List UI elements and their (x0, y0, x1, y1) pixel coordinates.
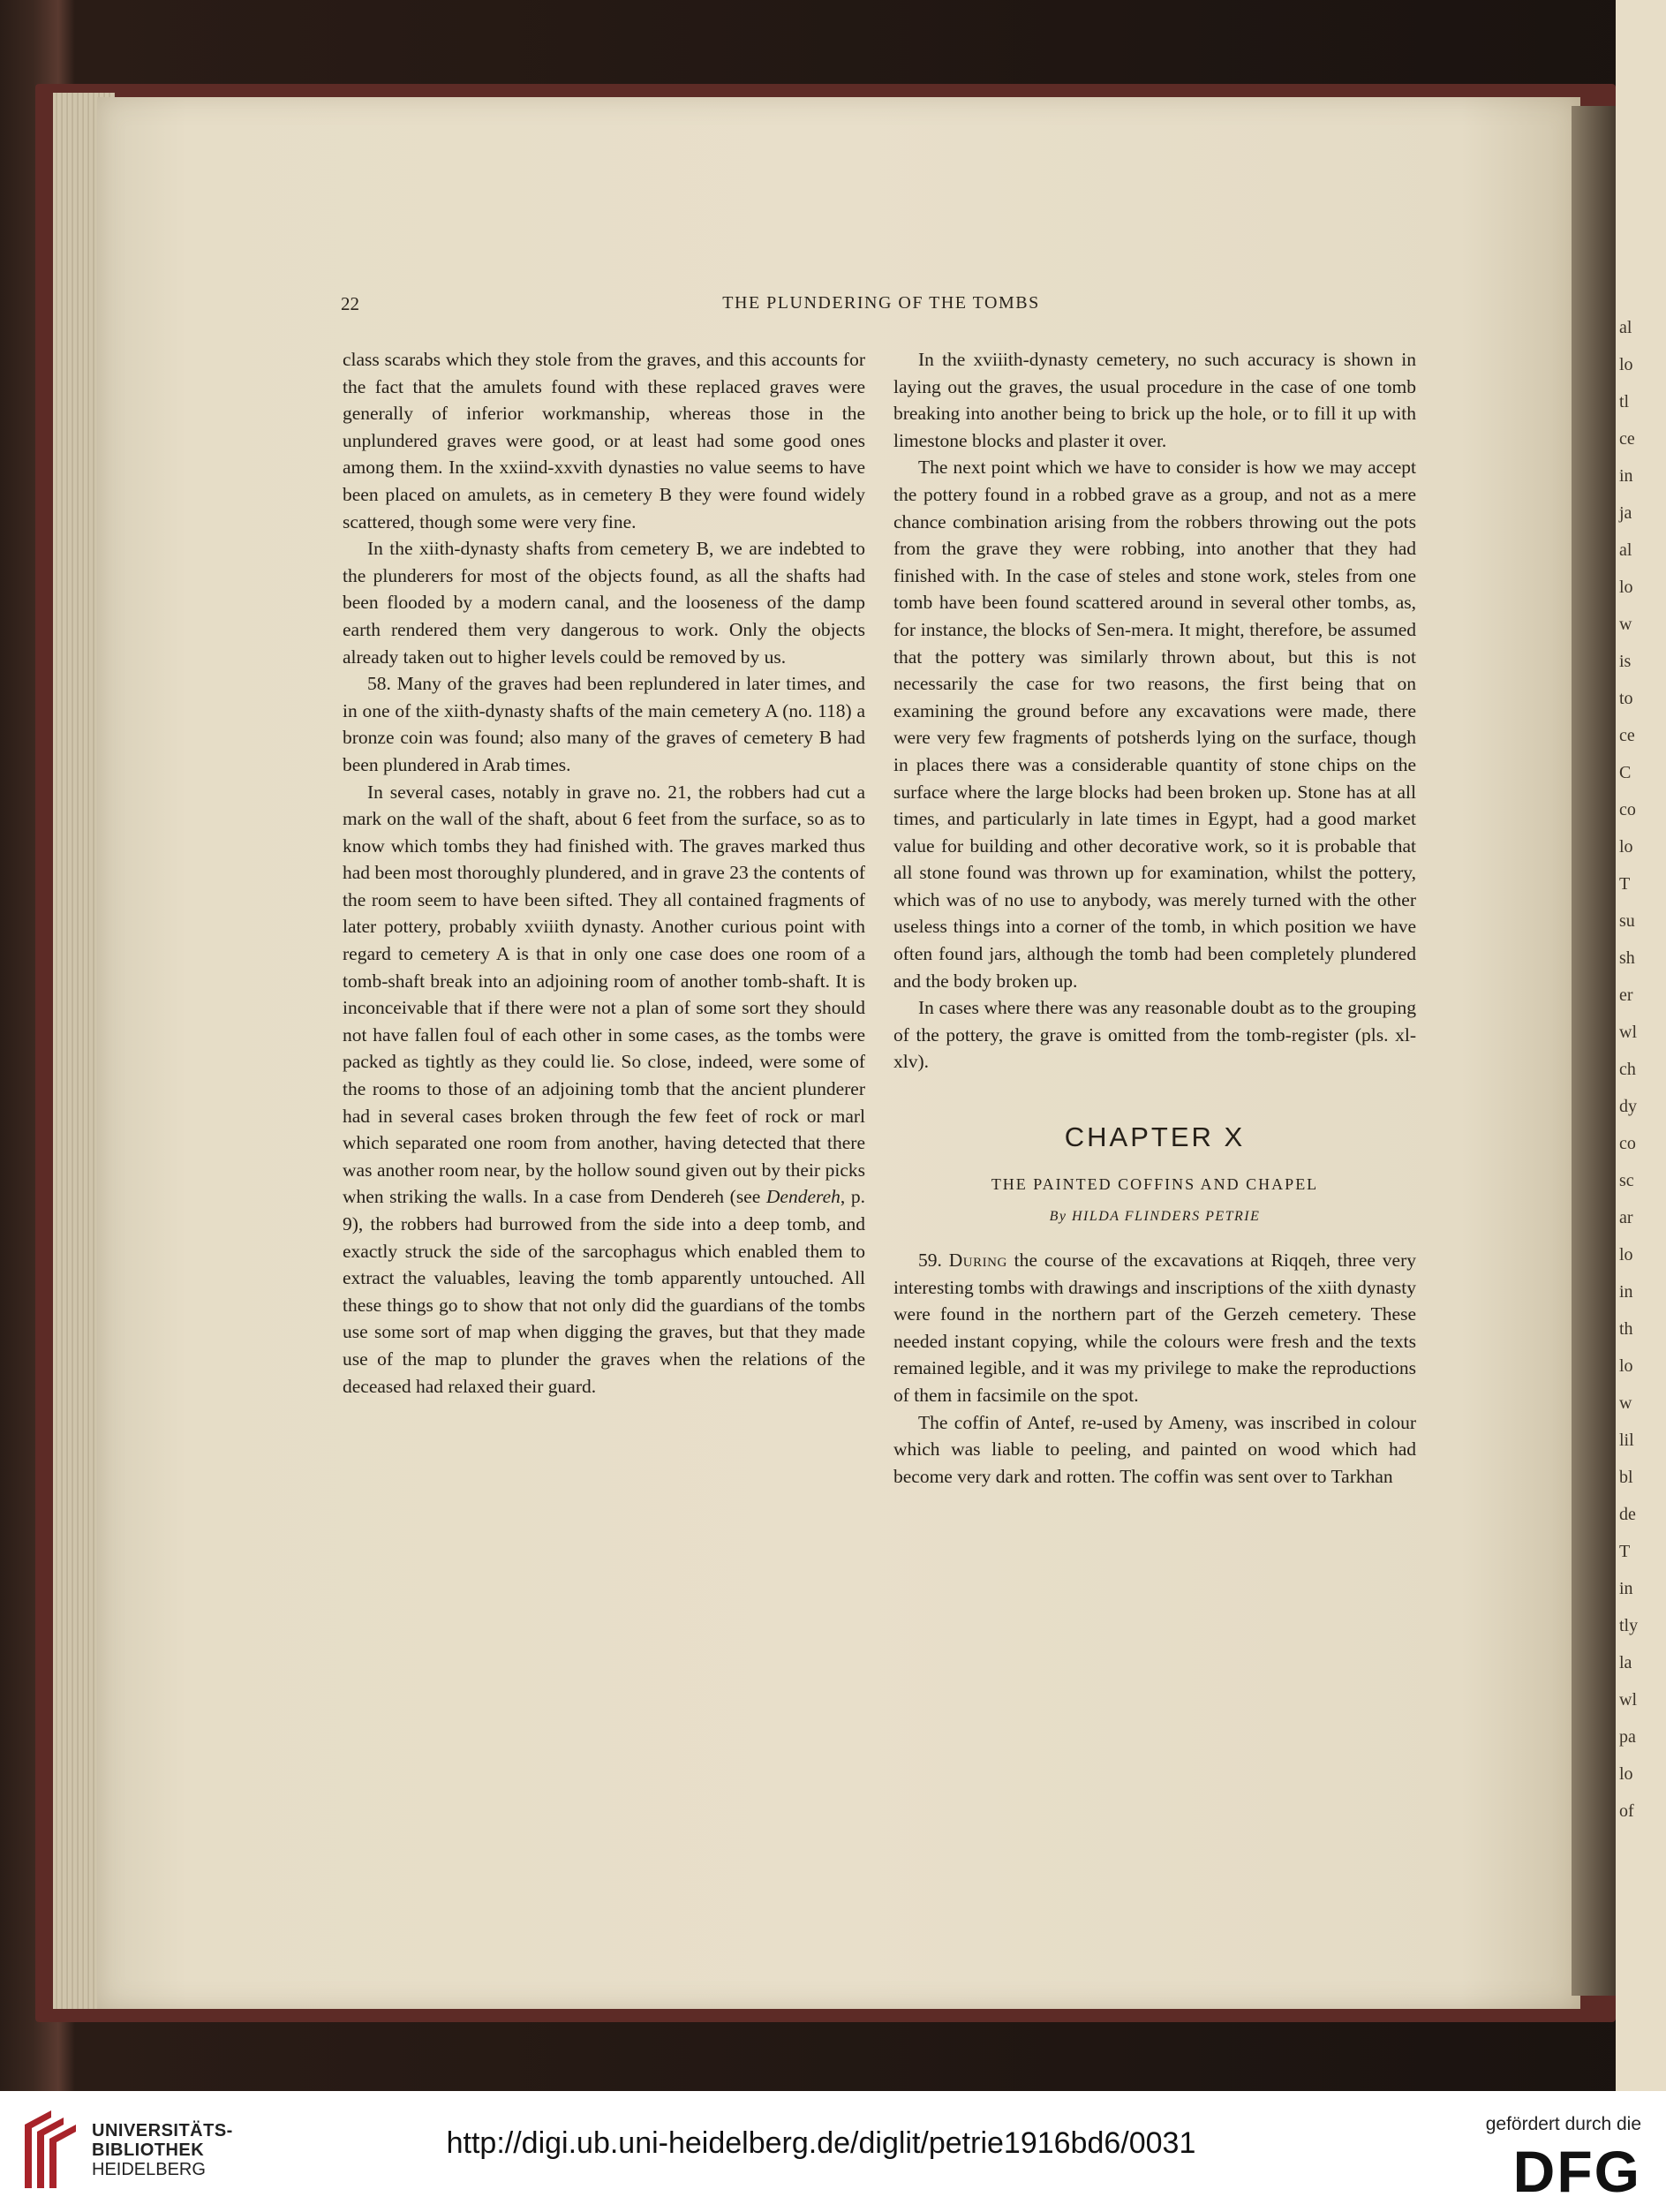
next-page-fragment: in (1619, 1282, 1633, 1302)
paragraph: In the xiith-dynasty shafts from cemetery B, we are indebted to the plunderers for most of the objects found, as all the shafts had been flooded by a modern canal, and the looseness of the damp earth rendered them very dangerous to work. Only the objects already taken out to higher levels could be removed by us. (343, 538, 865, 668)
next-page-fragment: co (1619, 1134, 1636, 1153)
paragraph: 58. Many of the graves had been replundered in later times, and in one of the xiith-dynasty shafts of the main cemetery A (no. 118) a bronze coin was found; also many of the graves of cemetery B had been plundered in Arab times. (343, 673, 865, 775)
running-header (341, 293, 1421, 325)
section-number: 59. (918, 1249, 949, 1272)
running-title: THE PLUNDERING OF THE TOMBS (722, 293, 1040, 313)
next-page-fragment: ja (1619, 503, 1632, 523)
next-page-fragment: th (1619, 1319, 1633, 1339)
sponsor-label: gefördert durch die (1485, 2114, 1641, 2134)
left-column (343, 346, 865, 1400)
page-number: 22 (341, 293, 359, 314)
next-page-fragment: su (1619, 911, 1635, 931)
institution-name (92, 2121, 233, 2179)
paragraph (343, 779, 865, 1400)
next-page-fragment: in (1619, 1579, 1633, 1598)
next-page-fragment: w (1619, 615, 1632, 634)
next-page-fragment: la (1619, 1653, 1632, 1672)
next-page-fragment: tly (1619, 1616, 1639, 1635)
next-page-fragment: lo (1619, 1356, 1633, 1376)
next-page-fragment: tl (1619, 392, 1630, 411)
next-page-fragment: lo (1619, 1245, 1633, 1265)
next-page-fragment: w (1619, 1393, 1632, 1413)
next-page-fragment: lo (1619, 837, 1633, 857)
next-page-fragment: wl (1619, 1023, 1637, 1042)
institution-line: BIBLIOTHEK (92, 2140, 205, 2160)
next-page-fragment: T (1619, 874, 1631, 894)
next-page-fragment: pa (1619, 1727, 1636, 1747)
institution-line: HEIDELBERG (92, 2160, 206, 2179)
italic-reference: Dendereh (765, 1186, 841, 1208)
next-page-fragment: in (1619, 466, 1633, 486)
next-page-fragment: C (1619, 763, 1632, 782)
paragraph: class scarabs which they stole from the graves, and this accounts for the fact that the amulets found with these replaced graves were generally of inferior workmanship, whereas those in the unplundered graves were good, or at least had some good ones among them. In the xxiind-xxvith dynasties no value seems to have been placed on amulets, as in cemetery B they were found widely scattered, though some were very fine. (343, 349, 865, 532)
dfg-logo: DFG (1512, 2139, 1641, 2204)
next-page-fragment: sc (1619, 1171, 1634, 1190)
right-column (893, 346, 1416, 1490)
next-page-fragment: lo (1619, 1764, 1633, 1784)
viewer-footer (0, 2091, 1666, 2212)
ub-heidelberg-logo (16, 2107, 81, 2192)
paragraph (893, 1247, 1416, 1409)
next-page-fragment: to (1619, 689, 1633, 708)
next-page-fragment: ce (1619, 726, 1635, 745)
next-page-fragment: ch (1619, 1060, 1636, 1079)
next-page-fragment: bl (1619, 1468, 1633, 1487)
next-page-fragment: al (1619, 318, 1632, 337)
next-page-fragment: lil (1619, 1431, 1634, 1450)
next-page-fragment: er (1619, 985, 1633, 1005)
institution-line: UNIVERSITÄTS- (92, 2121, 233, 2140)
next-page-fragment: of (1619, 1801, 1634, 1821)
next-page-fragment: T (1619, 1542, 1631, 1561)
chapter-byline: By HILDA FLINDERS PETRIE (1049, 1209, 1261, 1225)
paragraph-text: , p. 9), the robbers had burrowed from the side into a deep tomb, and exactly struck the side of the sarcophagus which enabled them to extract the valuables, leaving the tomb apparently untouched. All these things go to show that not only did the guardians of the tombs use some sort of map when digging the graves, but that they made use of the map to plunder the graves when the relations of the deceased had relaxed their guard. (343, 1186, 866, 1397)
next-page-fragment: is (1619, 652, 1632, 671)
next-page-fragment: dy (1619, 1097, 1637, 1116)
paragraph: The next point which we have to consider is how we may accept the pottery found in a robbed grave as a group, and not as a mere chance combination arising from the robbers throwing out the pots from the grave they were robbing, into another that they had finished with. In the case of steles and stone work, steles from one tomb have been found scattered around in several other tombs, as, for instance, the blocks of Sen-mera. It might, therefore, be assumed that the pottery was similarly thrown about, but this is not necessarily the case for two reasons, the first being that on examining the ground before any excavations were made, there were very few fragments of potsherds lying on the surface, though in places there was a considerable quantity of stone chips on the surface where the large blocks had been broken up. Stone has at all times, and particularly in late times in Egypt, had a good market value for building and other decorative work, so it is probable that all stone found was thrown up for examination, whilst the pottery, which was of no use to anybody, was merely turned with the other useless things into a corner of the tomb, in which position we have often found jars, although the tomb had been completely plundered and the body broken up. (893, 457, 1416, 992)
paragraph-text: In several cases, notably in grave no. 21, the robbers had cut a mark on the wall of the shaft, about 6 feet from the surface, so as to know which tombs they had finished with. The graves marked thus had been most thoroughly plundered, and in grave 23 the contents of the room seem to have been sifted. They all contained fragments of later pottery, probably xviiith dynasty. Another curious point with regard to cemetery A is that in only one case does one room of a tomb-shaft break into an adjoining room of another tomb-shaft. It is inconceivable that if there were not a plan of some sort they should not have fallen foul of each other in some cases, as the tombs were packed as tightly as they could lie. So close, indeed, were some of the rooms to those of an adjoining tomb that the ancient plunderer had in several cases broken through the few feet of rock or marl which separated one room from another, having detected that there was another room near, by the hollow sound given out by their picks when striking the walls. In a case from Dendereh (see (343, 781, 865, 1208)
next-page-fragment: lo (1619, 578, 1633, 597)
paragraph: In the xviiith-dynasty cemetery, no such accuracy is shown in laying out the graves, the usual procedure in the case of one tomb breaking into another being to brick up the hole, or to fill it up with limestone blocks and plaster it over. (893, 349, 1416, 451)
next-page-fragment: de (1619, 1505, 1636, 1524)
paragraph-text: the course of the excavations at Riqqeh, three very interesting tombs with drawings and inscriptions of the xiith dynasty were found in the northern part of the Gerzeh cemetery. These needed instant copying, while the colours were fresh and the texts remained legible, and it was my privilege to make the reproductions of them in facsimile on the spot. (893, 1249, 1416, 1406)
next-page-fragment: ar (1619, 1208, 1633, 1227)
drop-lead-word: During (948, 1249, 1007, 1272)
next-page-edge (1616, 0, 1666, 2091)
next-page-fragment: sh (1619, 948, 1635, 968)
next-page-fragment: co (1619, 800, 1636, 819)
next-page-fragment: ce (1619, 429, 1635, 449)
next-page-fragment: al (1619, 540, 1632, 560)
paragraph: In cases where there was any reasonable doubt as to the grouping of the pottery, the grave is omitted from the tomb-register (pls. xl-xlv). (893, 997, 1416, 1073)
chapter-heading: CHAPTER X (1064, 1121, 1246, 1153)
paragraph: The coffin of Antef, re-used by Ameny, was inscribed in colour which was liable to peeling, and painted on wood which had become very dark and rotten. The coffin was sent over to Tarkhan (893, 1411, 1416, 1487)
next-page-fragment: lo (1619, 355, 1633, 374)
next-page-fragment: wl (1619, 1690, 1637, 1710)
chapter-subtitle: THE PAINTED COFFINS AND CHAPEL (991, 1175, 1319, 1194)
permalink-url[interactable]: http://digi.ub.uni-heidelberg.de/diglit/petrie1916bd6/0031 (446, 2126, 1196, 2160)
